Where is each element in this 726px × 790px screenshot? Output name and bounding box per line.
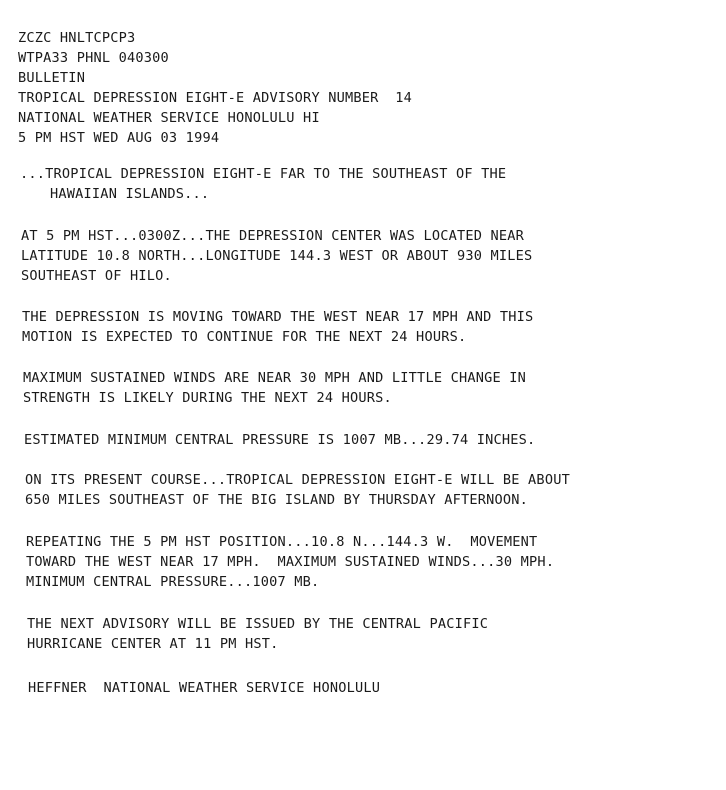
forecaster-signature: HEFFNER NATIONAL WEATHER SERVICE HONOLULU: [28, 680, 381, 696]
repeat-position-paragraph: [26, 532, 554, 592]
signature: [28, 678, 380, 698]
headline-line: HAWAIIAN ISLANDS...: [50, 186, 210, 202]
issue-time: 5 PM HST WED AUG 03 1994: [18, 130, 220, 146]
next-advisory-line: HURRICANE CENTER AT 11 PM HST.: [27, 636, 279, 652]
location-line: AT 5 PM HST...0300Z...THE DEPRESSION CENTER WAS LOCATED NEAR: [21, 228, 525, 244]
repeat-line: REPEATING THE 5 PM HST POSITION...10.8 N...144.3 W. MOVEMENT: [26, 534, 538, 550]
pressure-line: ESTIMATED MINIMUM CENTRAL PRESSURE IS 1007 MB...29.74 INCHES.: [24, 432, 536, 448]
repeat-line: MINIMUM CENTRAL PRESSURE...1007 MB.: [26, 574, 320, 590]
location-line: SOUTHEAST OF HILO.: [21, 268, 172, 284]
headline-line: ...TROPICAL DEPRESSION EIGHT-E FAR TO THE SOUTHEAST OF THE: [20, 166, 507, 182]
forecast-line: ON ITS PRESENT COURSE...TROPICAL DEPRESSION EIGHT-E WILL BE ABOUT: [25, 472, 570, 488]
winds-paragraph: [23, 368, 526, 408]
issuing-office: NATIONAL WEATHER SERVICE HONOLULU HI: [18, 110, 320, 126]
headline-paragraph: [20, 164, 506, 204]
next-advisory-line: THE NEXT ADVISORY WILL BE ISSUED BY THE CENTRAL PACIFIC: [27, 616, 489, 632]
bulletin-header: [18, 28, 412, 148]
location-line: LATITUDE 10.8 NORTH...LONGITUDE 144.3 WEST OR ABOUT 930 MILES: [21, 248, 533, 264]
forecast-paragraph: [25, 470, 570, 510]
winds-line: MAXIMUM SUSTAINED WINDS ARE NEAR 30 MPH AND LITTLE CHANGE IN: [23, 370, 527, 386]
movement-line: MOTION IS EXPECTED TO CONTINUE FOR THE NEXT 24 HOURS.: [22, 329, 467, 345]
pressure-paragraph: [24, 430, 535, 450]
bulletin-label: BULLETIN: [18, 70, 86, 86]
advisory-title: TROPICAL DEPRESSION EIGHT-E ADVISORY NUMBER 14: [18, 90, 413, 106]
winds-line: STRENGTH IS LIKELY DURING THE NEXT 24 HOURS.: [23, 390, 392, 406]
wmo-header-line: WTPA33 PHNL 040300: [18, 50, 169, 66]
movement-paragraph: [22, 307, 533, 347]
movement-line: THE DEPRESSION IS MOVING TOWARD THE WEST NEAR 17 MPH AND THIS: [22, 309, 534, 325]
wmo-code-line: ZCZC HNLTCPCP3: [18, 30, 136, 46]
location-paragraph: [21, 226, 532, 286]
next-advisory-paragraph: [27, 614, 488, 654]
repeat-line: TOWARD THE WEST NEAR 17 MPH. MAXIMUM SUSTAINED WINDS...30 MPH.: [26, 554, 555, 570]
forecast-line: 650 MILES SOUTHEAST OF THE BIG ISLAND BY THURSDAY AFTERNOON.: [25, 492, 529, 508]
